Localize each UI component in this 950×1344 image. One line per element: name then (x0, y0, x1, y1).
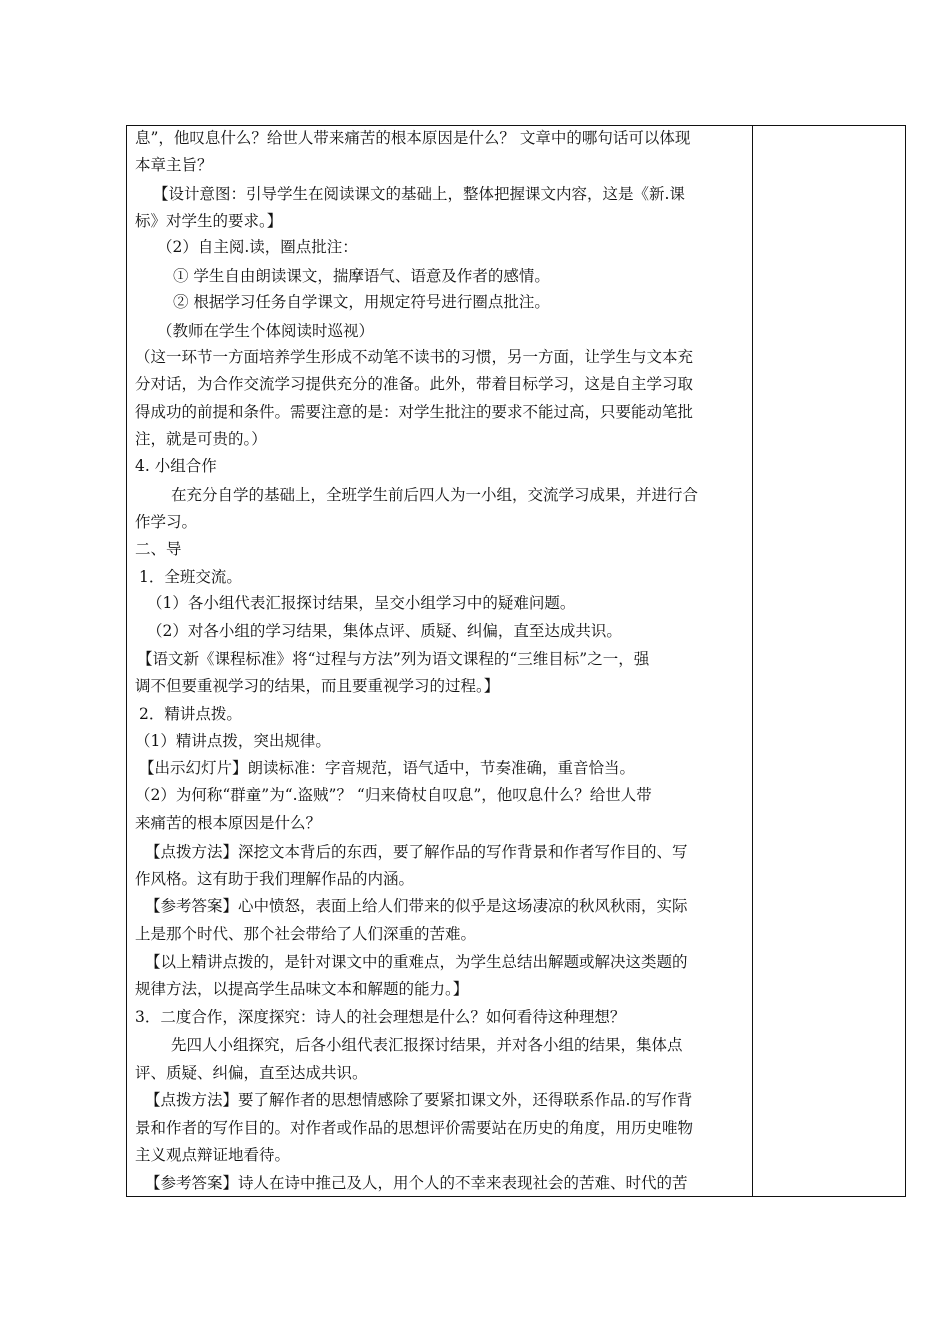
text-line: 【语文新《课程标准》将“过程与方法”列为语文课程的“三维目标”之一，强 (137, 650, 650, 668)
text-line: 【以上精讲点拨的，是针对课文中的重难点，为学生总结出解题或解决这类题的 (145, 953, 688, 971)
text-line: ② 根据学习任务自学课文，用规定符号进行圈点批注。 (173, 293, 550, 311)
text-line: 本章主旨？ (135, 156, 213, 174)
text-line: 【出示幻灯片】朗读标准：字音规范，语气适中，节奏准确，重音恰当。 (139, 759, 636, 777)
text-line: 2．精讲点拨。 (139, 705, 242, 723)
text-line: （2）自主阅.读，圈点批注： (157, 238, 358, 256)
text-line: 规律方法，以提高学生品味文本和解题的能力。】 (135, 980, 469, 998)
text-line: （2）对各小组的学习结果，集体点评、质疑、纠偏，直至达成共识。 (147, 622, 622, 640)
text-line: 【设计意图：引导学生在阅读课文的基础上，整体把握课文内容，这是《新.课 (153, 185, 685, 203)
text-line: 1．全班交流。 (139, 568, 242, 586)
text-line: 3．二度合作，深度探究：诗人的社会理想是什么？如何看待这种理想？ (135, 1008, 626, 1026)
text-line: 分对话，为合作交流学习提供充分的准备。此外，带着目标学习，这是自主学习取 (135, 375, 694, 393)
text-line: 【参考答案】诗人在诗中推己及人，用个人的不幸来表现社会的苦难、时代的苦 (145, 1174, 688, 1192)
text-line: 上是那个时代、那个社会带给了人们深重的苦难。 (135, 925, 477, 943)
text-line: 【点拨方法】要了解作者的思想情感除了要紧扣课文外，还得联系作品.的写作背 (145, 1091, 693, 1109)
notes-column (754, 126, 905, 1196)
text-line: 主义观点辩证地看待。 (135, 1146, 291, 1164)
text-line: 【点拨方法】深挖文本背后的东西，要了解作品的写作背景和作者写作目的、写 (145, 843, 688, 861)
text-line: 作风格。这有助于我们理解作品的内涵。 (135, 870, 415, 888)
text-line: （这一环节一方面培养学生形成不动笔不读书的习惯，另一方面，让学生与文本充 (135, 348, 694, 366)
text-line: 【参考答案】心中愤怒，表面上给人们带来的似乎是这场凄凉的秋风秋雨，实际 (145, 897, 688, 915)
text-line: 评、质疑、纠偏，直至达成共识。 (135, 1064, 368, 1082)
text-line: 标》对学生的要求。】 (135, 212, 283, 230)
text-line: 注，就是可贵的。） (135, 430, 267, 448)
text-line: （2）为何称“群童”为“.盗贼”？ “归来倚杖自叹息”，他叹息什么？给世人带 (135, 786, 652, 804)
text-line: （1）精讲点拨，突出规律。 (135, 732, 331, 750)
text-line: （教师在学生个体阅读时巡视） (157, 322, 375, 340)
text-line: 4. 小组合作 (135, 457, 217, 475)
text-line: ① 学生自由朗读课文，揣摩语气、语意及作者的感情。 (173, 267, 550, 285)
column-divider (752, 126, 753, 1196)
text-line: 在充分自学的基础上，全班学生前后四人为一小组，交流学习成果，并进行合 (171, 486, 699, 504)
lesson-plan-table (126, 125, 906, 1197)
text-line: 二、导 (135, 540, 182, 558)
text-line: 得成功的前提和条件。需要注意的是：对学生批注的要求不能过高，只要能动笔批 (135, 403, 694, 421)
text-line: 先四人小组探究，后各小组代表汇报探讨结果，并对各小组的结果，集体点 (171, 1036, 683, 1054)
text-line: 作学习。 (135, 513, 198, 531)
text-line: 景和作者的写作目的。对作者或作品的思想评价需要站在历史的角度，用历史唯物 (135, 1119, 694, 1137)
text-line: 来痛苦的根本原因是什么？ (135, 814, 322, 832)
text-line: （1）各小组代表汇报探讨结果，呈交小组学习中的疑难问题。 (147, 594, 576, 612)
text-line: 调不但要重视学习的结果，而且要重视学习的过程。】 (135, 677, 500, 695)
text-line: 息”，他叹息什么？给世人带来痛苦的根本原因是什么？ 文章中的哪句话可以体现 (135, 129, 691, 147)
